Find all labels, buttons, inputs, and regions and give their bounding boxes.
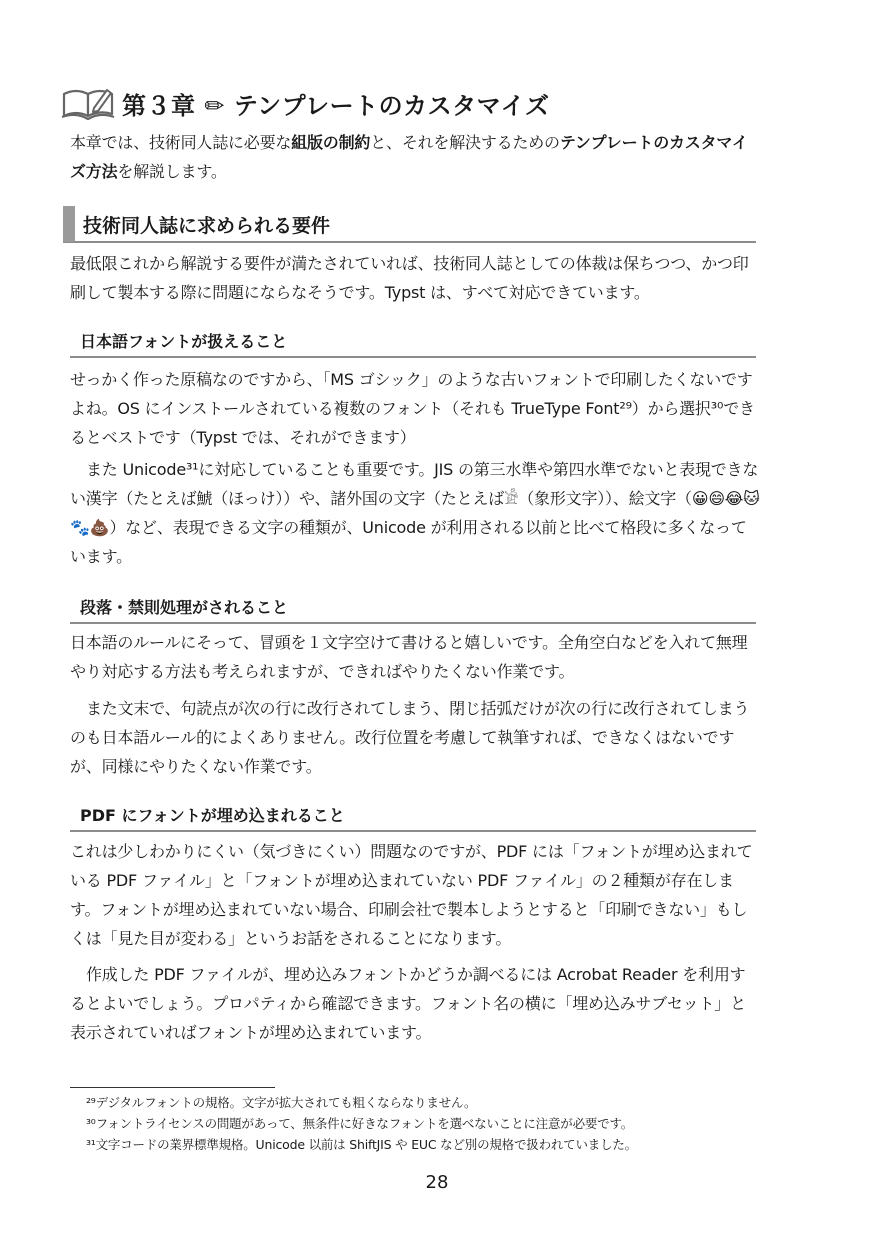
text-run: と、それを解決するための <box>370 133 560 152</box>
footnote: ³⁰フォントライセンスの問題があって、無条件に好きなフォントを選べないことに注意が必要です。 <box>86 1116 634 1131</box>
text-run: 本章では、技術同人誌に必要な <box>70 133 292 152</box>
emphasis-text: 組版の制約 <box>291 133 371 152</box>
chapter-heading <box>60 80 820 126</box>
text-run: を解説します。 <box>117 162 227 181</box>
subsection-heading <box>70 596 756 624</box>
footnote-divider <box>70 1087 275 1088</box>
section-marker <box>63 206 75 242</box>
subsection-heading <box>70 330 756 358</box>
footnotes <box>86 1092 766 1155</box>
paragraph: また文末で、句読点が次の行に改行されてしまう、閉じ括弧だけが次の行に改行されてしまうのも日本語ルール的によくありません。改行位置を考慮して執筆すれば、できなくはないですが、同様にやりたくない作業です。 <box>70 699 750 776</box>
section-heading <box>63 207 756 243</box>
paragraph: また Unicode³¹に対応していることも重要です。JIS の第三水準や第四水準でないと表現できない漢字（たとえば鯱（ほっけ））や、諸外国の文字（たとえば𓀀（象形文字））、絵文字（😀😄😂🐱🐾💩）など、表現できる文字の種類が、Unicode が利用される以前と比べて格段に多くなっています。 <box>70 460 760 566</box>
paragraph: 日本語のルールにそって、冒頭を１文字空けて書けると嬉しいです。全角空白などを入れて無理やり対応する方法も考えられますが、できればやりたくない作業です。 <box>70 633 748 681</box>
subsection-title: PDF にフォントが埋め込まれること <box>80 806 345 825</box>
paragraph: せっかく作った原稿なのですから、「MS ゴシック」のような古いフォントで印刷したくないですよね。OS にインストールされている複数のフォント（それも TrueType Font²⁹）から選択³⁰できるとベストです（Typst では、それができます） <box>70 370 755 447</box>
intro-paragraph <box>70 128 760 186</box>
subsection-title: 段落・禁則処理がされること <box>80 598 289 617</box>
subsection-title: 日本語フォントが扱えること <box>80 332 288 351</box>
emphasis-text: テンプレートのカスタマイズ方法 <box>70 133 748 181</box>
paragraph: これは少しわかりにくい（気づきにくい）問題なのですが、PDF には「フォントが埋め込まれている PDF ファイル」と「フォントが埋め込まれていない PDF ファイル」の２種類が存在します。フォントが埋め込まれていない場合、印刷会社で製本しようとすると「印刷できない」もしくは「見た目が変わる」というお話をされることになります。 <box>70 842 753 948</box>
footnote: ²⁹デジタルフォントの規格。文字が拡大されても粗くならなりません。 <box>86 1095 477 1110</box>
section-title: 技術同人誌に求められる要件 <box>83 214 331 237</box>
page-number: 28 <box>425 1172 449 1193</box>
chapter-title: 第３章 ✏ テンプレートのカスタマイズ <box>122 91 550 120</box>
subsection-heading <box>70 804 756 832</box>
section-paragraph: 最低限これから解説する要件が満たされていれば、技術同人誌としての体裁は保ちつつ、かつ印刷して製本する際に問題にならなそうです。Typst は、すべて対応できています。 <box>70 254 749 302</box>
paragraph: 作成した PDF ファイルが、埋め込みフォントかどうか調べるには Acrobat Reader を利用するとよいでしょう。プロパティから確認できます。フォント名の横に「埋め込みサブセット」と表示されていればフォントが埋め込まれています。 <box>70 965 746 1042</box>
footnote: ³¹文字コードの業界標準規格。Unicode 以前は ShiftJIS や EUC など別の規格で扱われていました。 <box>86 1137 637 1152</box>
open-book-pen-icon <box>60 84 116 122</box>
